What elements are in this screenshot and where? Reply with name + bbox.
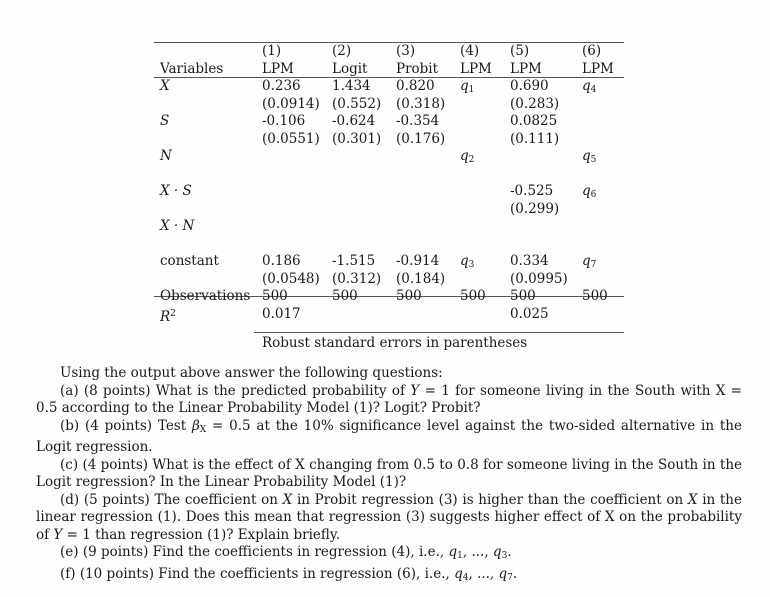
col-2-number: (2)	[332, 43, 352, 59]
table-note: Robust standard errors in parentheses	[262, 335, 528, 351]
table-row-x-coef	[154, 78, 624, 96]
s-se-2: (0.301)	[332, 130, 382, 147]
col-5-number: (5)	[510, 43, 530, 59]
spacer-row	[154, 166, 624, 184]
const-se-2: (0.312)	[332, 270, 382, 287]
var-label-xn: X · N	[160, 218, 195, 234]
x-coef-1: 0.236	[262, 78, 301, 94]
obs-4: 500	[460, 288, 486, 304]
q3-cell: $q_3$	[460, 253, 475, 270]
var-label-xs: X · S	[160, 183, 192, 199]
q6-cell: $q_6$	[582, 183, 597, 200]
s-se-1: (0.0551)	[262, 130, 320, 147]
col-4-model: LPM	[460, 60, 492, 77]
r2-5: 0.025	[510, 305, 549, 322]
s-coef-3: -0.354	[396, 113, 440, 129]
var-label-n: N	[160, 148, 172, 164]
xs-se-5: (0.299)	[510, 200, 560, 217]
col-1-number: (1)	[262, 43, 282, 59]
q7-cell: $q_7$	[582, 253, 597, 270]
obs-1: 500	[262, 288, 288, 304]
x-se-2: (0.552)	[332, 95, 382, 112]
table-row-r2	[154, 306, 624, 324]
table-row-const-se	[154, 271, 624, 289]
const-coef-2: -1.515	[332, 253, 376, 269]
x-coef-2: 1.434	[332, 78, 371, 94]
spacer-row	[154, 236, 624, 254]
var-label-x: X	[160, 78, 170, 94]
question-a: (a) (8 points) What is the predicted probability of Y = 1 for someone living in the South with X = 0.5 according to the Linear Probability Model (1)? Logit? Probit?	[36, 382, 742, 416]
const-se-1: (0.0548)	[262, 270, 320, 287]
x-coef-5: 0.690	[510, 78, 549, 94]
question-d: (d) (5 points) The coefficient on X in Probit regression (3) is higher than the coefficient on X in the linear regression (1). Does this mean that regression (3) suggests higher effect of X on the probability of Y = 1 than regression (1)? Explain briefly.	[36, 491, 742, 543]
header-model-row	[154, 61, 624, 79]
s-se-3: (0.176)	[396, 130, 446, 147]
q5-cell: $q_5$	[582, 148, 597, 165]
x-se-1: (0.0914)	[262, 95, 320, 112]
s-coef-1: -0.106	[262, 113, 306, 129]
table-row-s-coef	[154, 113, 624, 131]
q1-cell: $q_1$	[460, 78, 475, 95]
header-number-row	[154, 43, 624, 61]
questions-block	[36, 365, 742, 587]
s-coef-2: -0.624	[332, 113, 376, 129]
col-3-model: Probit	[396, 60, 439, 77]
s-coef-5: 0.0825	[510, 113, 558, 129]
x-se-5: (0.283)	[510, 95, 560, 112]
xs-coef-5: -0.525	[510, 183, 554, 199]
bottom-rule	[254, 332, 624, 333]
question-c: (c) (4 points) What is the effect of X changing from 0.5 to 0.8 for someone living in the South in the Logit regression? In the Linear Probability Model (1)?	[36, 456, 742, 490]
table-row-xn-coef	[154, 218, 624, 236]
question-f: (f) (10 points) Find the coefficients in regression (6), i.e., $q_4$, ..., $q_7$.	[60, 565, 518, 583]
var-label-constant: constant	[160, 253, 219, 269]
question-b: (b) (4 points) Test $\beta_X = 0.5$ at the 10% significance level against the two-sided alternative in the Logit regression.	[36, 417, 742, 455]
col-1-model: LPM	[262, 60, 294, 77]
obs-5: 500	[510, 288, 536, 304]
const-coef-3: -0.914	[396, 253, 440, 269]
table-row-x-se	[154, 96, 624, 114]
table-row-n-coef	[154, 148, 624, 166]
x-coef-3: 0.820	[396, 78, 435, 94]
s-se-5: (0.111)	[510, 130, 560, 147]
q4-cell: $q_4$	[582, 78, 597, 95]
r2-1: 0.017	[262, 305, 301, 322]
x-se-3: (0.318)	[396, 95, 446, 112]
table-row-s-se	[154, 131, 624, 149]
questions-intro: Using the output above answer the following questions:	[60, 365, 443, 381]
r2-label: $R^2$	[160, 308, 176, 325]
var-label-s: S	[160, 113, 170, 129]
obs-3: 500	[396, 288, 422, 304]
variables-header: Variables	[160, 60, 224, 77]
table-row-observations	[154, 288, 624, 306]
regression-table	[154, 42, 624, 351]
table-row-xs-se	[154, 201, 624, 219]
col-5-model: LPM	[510, 60, 542, 77]
const-coef-5: 0.334	[510, 253, 549, 269]
col-3-number: (3)	[396, 43, 416, 59]
col-4-number: (4)	[460, 43, 480, 59]
col-6-model: LPM	[582, 60, 614, 77]
obs-6: 500	[582, 288, 608, 304]
q2-cell: $q_2$	[460, 148, 475, 165]
table-row-xs-coef	[154, 183, 624, 201]
col-6-number: (6)	[582, 43, 602, 59]
table-row-const-coef	[154, 253, 624, 271]
question-e: (e) (9 points) Find the coefficients in regression (4), i.e., $q_1$, ..., $q_3$.	[60, 544, 512, 561]
observations-label: Observations	[160, 288, 251, 304]
const-coef-1: 0.186	[262, 253, 301, 269]
const-se-5: (0.0995)	[510, 270, 568, 287]
const-se-3: (0.184)	[396, 270, 446, 287]
obs-2: 500	[332, 288, 358, 304]
col-2-model: Logit	[332, 60, 368, 77]
